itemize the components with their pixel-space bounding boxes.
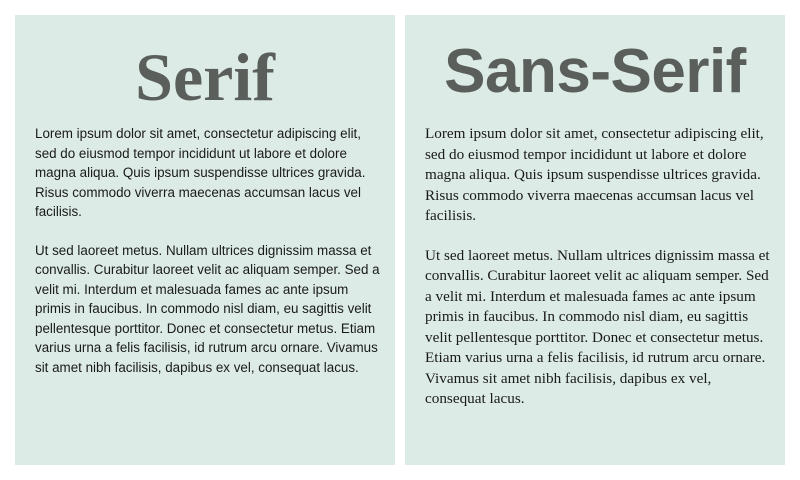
serif-panel-paragraph-2: Ut sed laoreet metus. Nullam ultrices dignissim massa et convallis. Curabitur laoreet velit ac aliquam semper. Sed a velit mi. Interdum et malesuada fames ac ante ipsum primis in faucibus. In commodo nisl diam, eu sagittis velit pellentesque porttitor. Donec et consectetur metus. Etiam varius urna a felis facilisis, id rutrum arcu ornare. Vivamus sit amet nibh facilisis, dapibus ex vel, consequat lacus. xyxy=(35,242,380,375)
serif-panel-paragraph-1: Lorem ipsum dolor sit amet, consectetur adipiscing elit, sed do eiusmod tempor incididunt ut labore et dolore magna aliqua. Quis ipsum suspendisse ultrices gravida. Risus commodo viverra maecenas accumsan lacus vel facilisis. xyxy=(35,126,366,219)
sans-serif-panel-body xyxy=(425,124,770,429)
sans-serif-panel xyxy=(405,15,785,465)
sans-serif-panel-title: Sans-Serif xyxy=(444,37,746,106)
sans-serif-panel-paragraph-2: Ut sed laoreet metus. Nullam ultrices dignissim massa et convallis. Curabitur laoreet velit ac aliquam semper. Sed a velit mi. Interdum et malesuada fames ac ante ipsum primis in faucibus. In commodo nisl diam, eu sagittis velit pellentesque porttitor. Donec et consectetur metus. Etiam varius urna a felis facilisis, id rutrum arcu ornare. Vivamus sit amet nibh facilisis, dapibus ex vel, consequat lacus. xyxy=(425,246,770,407)
sans-serif-panel-paragraph-1: Lorem ipsum dolor sit amet, consectetur adipiscing elit, sed do eiusmod tempor incididunt ut labore et dolore magna aliqua. Quis ipsum suspendisse ultrices gravida. Risus commodo viverra maecenas accumsan lacus vel facilisis. xyxy=(425,125,764,224)
serif-panel-body xyxy=(35,124,380,396)
serif-panel-title: Serif xyxy=(135,39,275,115)
serif-panel xyxy=(15,15,395,465)
